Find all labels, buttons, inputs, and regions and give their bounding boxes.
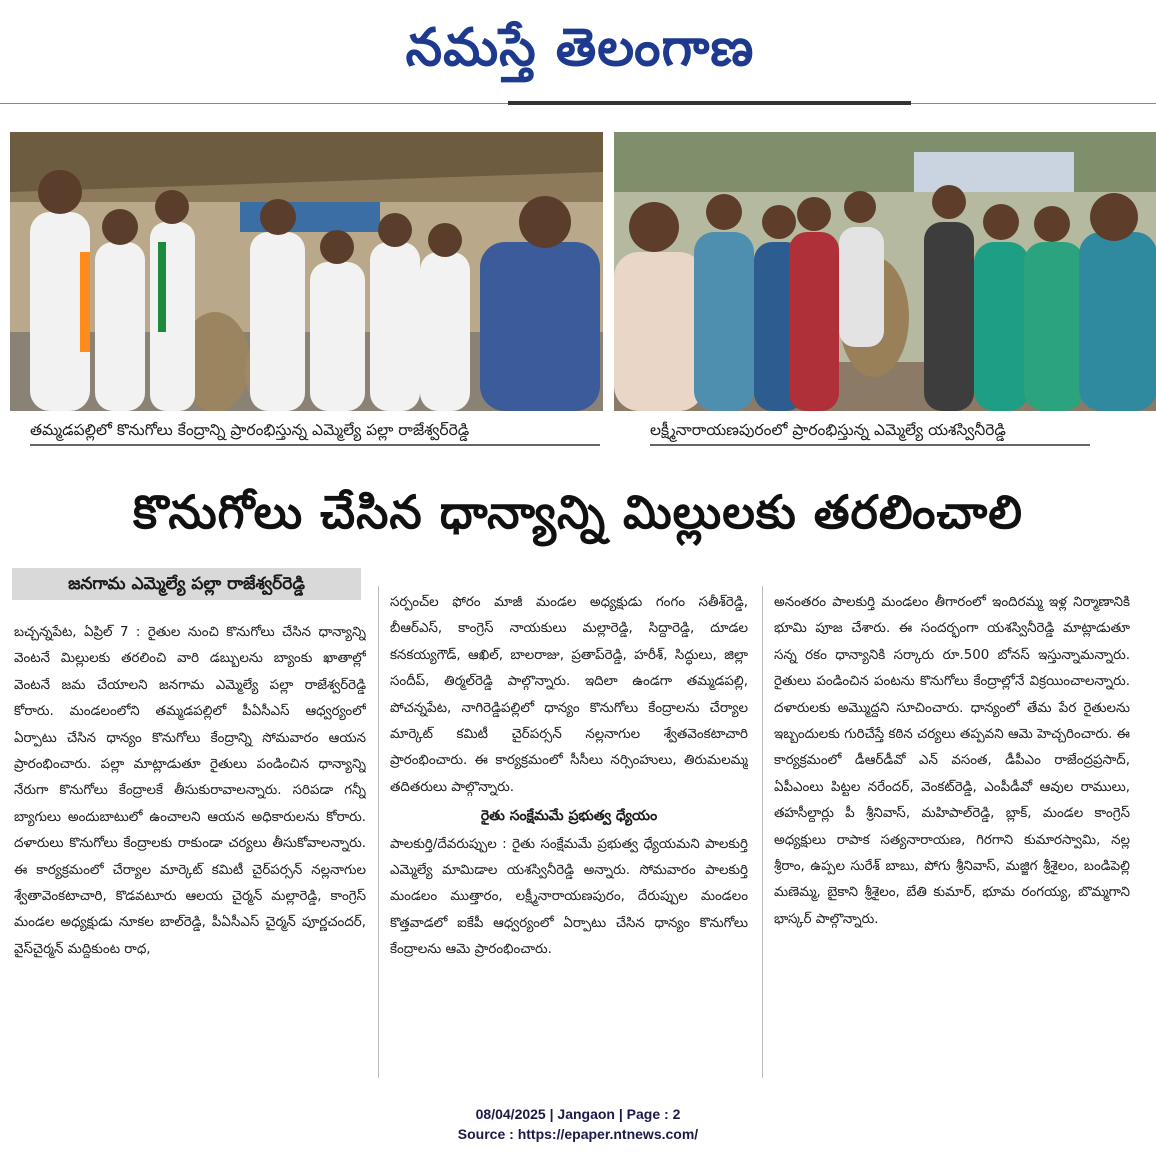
photo-caption-right: లక్ష్మీనారాయణపురంలో ప్రారంభిస్తున్న ఎమ్మెల్యే యశస్వినీరెడ్డి <box>650 416 1090 446</box>
photo-inauguration-right <box>614 132 1156 411</box>
edition-info: 08/04/2025 | Jangaon | Page : 2 <box>475 1106 681 1122</box>
photo-inauguration-left <box>10 132 603 411</box>
article-column-3 <box>774 590 1130 1080</box>
page-footer <box>0 1104 1156 1154</box>
column-divider <box>762 586 763 1078</box>
column-1-text: బచ్చన్నపేట, ఏప్రిల్ 7 : రైతుల నుంచి కొనుగోలు చేసిన ధాన్యాన్ని వెంటనే మిల్లులకు తరలించి వారి డబ్బులను బ్యాంకు ఖాతాల్లో వెంటనే జమ చేయాలని జనగామ ఎమ్మెల్యే పల్లా రాజేశ్వర్‌రెడ్డి కోరారు. మండలంలోని తమ్మడపల్లిలో పీఏసీఎస్ ఆధ్వర్యంలో ఏర్పాటు చేసిన ధాన్యం కొనుగోలు కేంద్రాన్ని సోమవారం ఆయన ప్రారంభించారు. పల్లా మాట్లాడుతూ రైతులు పండించిన ధాన్యాన్ని నేరుగా కొనుగోలు కేంద్రాలకే తీసుకురావాలన్నారు. సరిపడా గన్నీ బ్యాగులు అందుబాటులో ఉంచాలని ఆయన అధికారులను కోరారు. దళారులు కొనుగోలు కేంద్రాలకు రాకుండా చర్యలు తీసుకోవాలన్నారు. ఈ కార్యక్రమంలో చేర్యాల మార్కెట్ కమిటీ చైర్‌పర్సన్ నల్లనాగుల శ్వేతావెంకటాచారి, కొడవటూరు ఆలయ చైర్మన్ మల్లారెడ్డి, కాంగ్రెస్ మండల అధ్యక్షుడు నూకల బాల్‌రెడ్డి, పీఏసీఎస్ చైర్మన్ పూర్ణచందర్, వైస్‌చైర్మన్ మద్దికుంట రాధ, <box>14 625 366 957</box>
article-headline: కొనుగోలు చేసిన ధాన్యాన్ని మిల్లులకు తరలించాలి <box>133 485 1023 539</box>
newspaper-logo: నమస్తే తెలంగాణ <box>405 17 755 78</box>
article-column-2 <box>390 590 748 1080</box>
section-title: రైతు సంక్షేమమే ప్రభుత్వ ధ్యేయం <box>480 808 658 825</box>
column-2-text: సర్పంచ్‌ల ఫోరం మాజీ మండల అధ్యక్షుడు గంగం సతీశ్‌రెడ్డి, బీఆర్‌ఎస్, కాంగ్రెస్ నాయకులు మల్లారెడ్డి, సిద్దారెడ్డి, దూడల కనకయ్యగౌడ్, ఆఖిల్, బాలరాజు, ప్రతాప్‌రెడ్డి, హరీశ్, సిద్ధులు, జిల్లా సందీప్, తిర్మల్‌రెడ్డి పాల్గొన్నారు. ఇదిలా ఉండగా తమ్మడపల్లి, పోచన్నపేట, నాగిరెడ్డిపల్లిలో ధాన్యం కొనుగోలు కేంద్రాలను చేర్యాల మార్కెట్ కమిటీ చైర్‌పర్సన్ నల్లనాగుల శ్వేతవెంకటాచారి ప్రారంభించారు. ఈ కార్యక్రమంలో సీసీలు నర్సింహులు, తిరుమలమ్మ తదితరులు పాల్గొన్నారు. <box>390 595 748 795</box>
masthead <box>0 0 1156 100</box>
masthead-accent-bar <box>508 101 911 105</box>
article-subhead: జనగామ ఎమ్మెల్యే పల్లా రాజేశ్వర్‌రెడ్డి <box>12 568 361 600</box>
source-link[interactable]: Source : https://epaper.ntnews.com/ <box>457 1126 699 1142</box>
column-3-text: అనంతరం పాలకుర్తి మండలం తీగారంలో ఇందిరమ్మ ఇళ్ల నిర్మాణానికి భూమి పూజ చేశారు. ఈ సందర్భంగా యశస్వినీరెడ్డి మాట్లాడుతూ సన్న రకం ధాన్యానికి సర్కారు రూ.500 బోనస్ ఇస్తున్నామన్నారు. రైతులు పండించిన పంటను కొనుగోలు కేంద్రాల్లోనే విక్రయించాలన్నారు. దళారులకు అమ్మొద్దని సూచించారు. ధాన్యంలో తేమ పేర రైతులను ఇబ్బందులకు గురిచేస్తే కఠిన చర్యలు తప్పవని ఆమె హెచ్చరించారు. ఈ కార్యక్రమంలో డీఆర్‌డీవో ఎన్ వసంత, డీపీఎం రాజేంద్రప్రసాద్, ఏపీఎంలు పిట్టల నరేందర్, వెంకట్‌రెడ్డి, ఎంపీడీవో ఆవుల రాములు, తహసీల్దార్లు పీ శ్రీనివాస్, మహిపాల్‌రెడ్డి, బ్లాక్, మండల కాంగ్రెస్ అధ్యక్షులు రాపాక సత్యనారాయణ, గిరగాని కుమారస్వామి, నల్ల శ్రీరాం, ఉప్పల సురేశ్ బాబు, పోగు శ్రీనివాస్, మజ్జిగ శ్రీశైలం, బండిపెల్లి మణెమ్మ, బైకాని శ్రీశైలం, బేతి కుమార్, భూమ రంగయ్య, బొమ్మగాని భాస్కర్ పాల్గొన్నారు. <box>774 595 1130 927</box>
column-divider <box>378 586 379 1078</box>
article-column-1 <box>14 620 366 1080</box>
column-2-text-part-2: పాలకుర్తి/దేవరుప్పుల : రైతు సంక్షేమమే ప్రభుత్వ ధ్యేయమని పాలకుర్తి ఎమ్మెల్యే మామిడాల యశస్వినీరెడ్డి అన్నారు. సోమవారం పాలకుర్తి మండలం ముత్తారం, లక్ష్మీనారాయణపురం, దేరుప్పుల మండలం కొత్తవాడలో ఐకేపీ ఆధ్వర్యంలో ఏర్పాటు చేసిన ధాన్యం కొనుగోలు కేంద్రాలను ఆమె ప్రారంభించారు. <box>390 836 748 958</box>
photo-caption-left: తమ్మడపల్లిలో కొనుగోలు కేంద్రాన్ని ప్రారంభిస్తున్న ఎమ్మెల్యే పల్లా రాజేశ్వర్‌రెడ్డి <box>30 416 600 446</box>
